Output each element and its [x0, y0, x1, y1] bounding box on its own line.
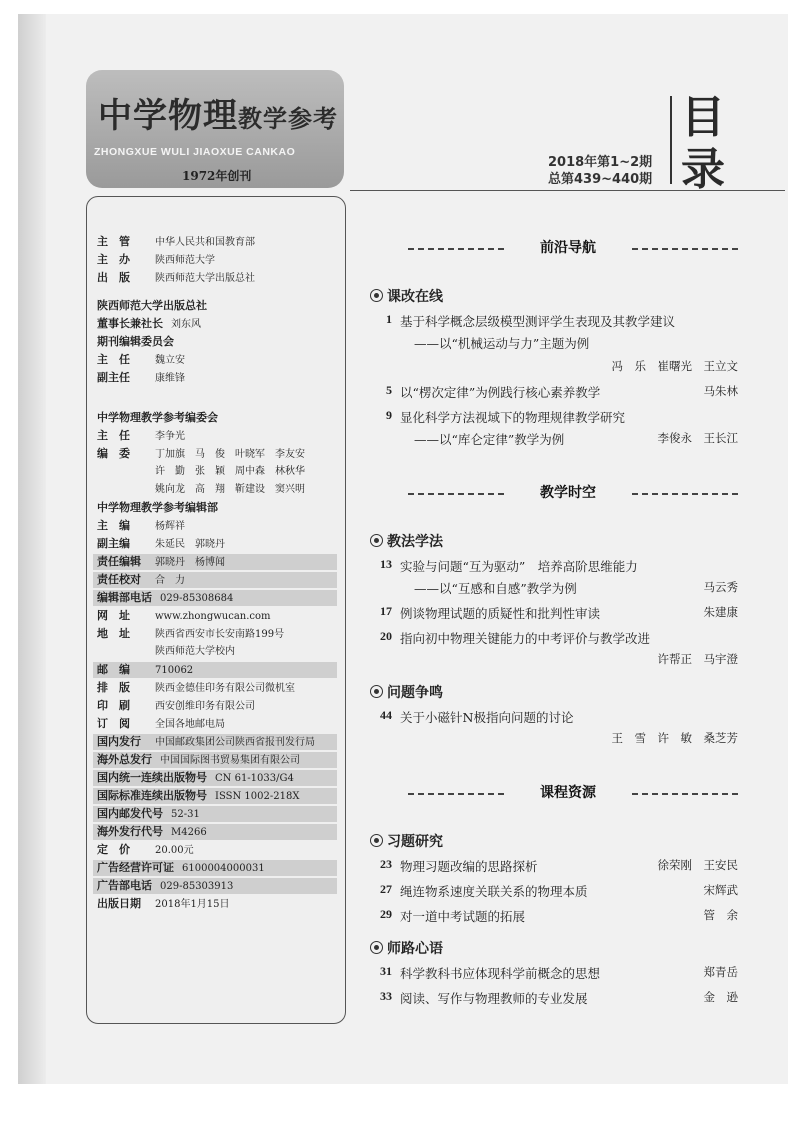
article-authors: 郑青岳 [703, 965, 738, 979]
publisher-row [97, 235, 255, 249]
dept-row [97, 519, 185, 533]
row-value: 20.00元 [155, 845, 194, 856]
article-title: 实验与问题“互为驱动” 培养高阶思维能力 [400, 559, 638, 574]
article-page: 33 [380, 989, 392, 1003]
row-label: 编辑部电话 [97, 591, 152, 604]
row-label: 出 版 [97, 271, 130, 284]
category-heading [370, 286, 443, 306]
print-row [97, 825, 207, 839]
article-authors: 金 逊 [703, 990, 738, 1004]
article-title: 关于小磁针N极指向问题的讨论 [400, 710, 574, 725]
article-page: 29 [380, 907, 392, 921]
row-value: CN 61-1033/G4 [215, 773, 294, 784]
logo-sub-text: 教学参考 [238, 105, 338, 133]
banner-rule-right [632, 493, 738, 495]
print-row [97, 735, 315, 749]
print-row [97, 807, 200, 821]
publisher-row [97, 253, 215, 267]
issue-number: 2018年第1~2期 [548, 155, 653, 170]
print-row [97, 753, 300, 767]
dept-row [97, 609, 271, 623]
article-page: 5 [386, 383, 392, 397]
article-page: 31 [380, 964, 392, 978]
print-row [97, 897, 230, 911]
article-title: 以“楞次定律”为例践行核心素养教学 [400, 385, 601, 400]
article-subtitle: ——以“互感和自感”教学为例 [414, 581, 577, 596]
masthead-box [86, 196, 346, 1024]
row-label: 主 编 [97, 519, 130, 532]
row-value: 全国各地邮电局 [155, 719, 225, 730]
row-value: 710062 [155, 665, 194, 676]
chairman-row [97, 317, 201, 331]
row-label: 印 刷 [97, 699, 130, 712]
row-value: 杨辉祥 [155, 521, 185, 532]
banner-rule-left [408, 793, 504, 795]
committee-row [97, 371, 185, 385]
print-row [97, 771, 294, 785]
row-value: 陕西金德佳印务有限公司微机室 [155, 683, 295, 694]
article-page: 13 [380, 557, 392, 571]
press-heading: 陕西师范大学出版总社 [97, 299, 207, 312]
article-title: 基于科学概念层级模型测评学生表现及其教学建议 [400, 314, 676, 329]
row-label: 海外总发行 [97, 753, 152, 766]
row-label: 主 管 [97, 235, 130, 248]
category-heading [370, 831, 443, 851]
row-value: 52-31 [171, 809, 200, 820]
row-label: 副主任 [97, 371, 130, 384]
category-name: 师路心语 [387, 941, 443, 957]
print-row [97, 789, 299, 803]
article-title: 阅读、写作与物理教师的专业发展 [400, 991, 588, 1006]
row-value: M4266 [171, 827, 207, 838]
row-label: 广告部电话 [97, 879, 152, 892]
committee-row [97, 353, 185, 367]
dept-heading: 中学物理教学参考编辑部 [97, 501, 218, 514]
row-label: 网 址 [97, 609, 130, 622]
row-label: 国内统一连续出版物号 [97, 771, 207, 784]
row-label: 订 阅 [97, 717, 130, 730]
row-value: ISSN 1002-218X [215, 791, 300, 802]
row-value: 西安创维印务有限公司 [155, 701, 255, 712]
row-label: 地 址 [97, 627, 130, 640]
row-label: 国际标准连续出版物号 [97, 789, 207, 802]
logo-main-text: 中学物理 [98, 96, 238, 136]
bullet-icon [370, 289, 383, 302]
header-rule [350, 190, 785, 191]
row-label: 广告经营许可证 [97, 861, 174, 874]
row-value: 029-85303913 [160, 881, 234, 892]
print-row [97, 681, 295, 695]
article-authors: 朱建康 [703, 605, 738, 619]
dept-row [97, 591, 233, 605]
dept-row [97, 555, 225, 569]
article-authors: 管 余 [703, 908, 738, 922]
logo-title [98, 88, 338, 137]
category-heading [370, 938, 443, 958]
toc-title: 目录 [681, 92, 725, 195]
article-page: 17 [380, 604, 392, 618]
article-authors: 徐荣刚 王安民 [657, 858, 738, 872]
section-banner [408, 240, 738, 256]
print-row [97, 699, 255, 713]
bullet-icon [370, 685, 383, 698]
publisher-row [97, 271, 255, 285]
logo-pinyin: ZHONGXUE WULI JIAOXUE CANKAO [94, 146, 296, 158]
article-authors: 宋辉武 [703, 883, 738, 897]
article-subtitle: ——以“库仑定律”教学为例 [414, 432, 565, 447]
article-authors: 许帮正 马宇澄 [657, 652, 738, 666]
category-heading [370, 531, 443, 551]
row-label: 邮 编 [97, 663, 130, 676]
row-label: 海外发行代号 [97, 825, 163, 838]
banner-label: 前沿导航 [508, 237, 628, 257]
address-line: 陕西师范大学校内 [155, 646, 235, 657]
row-value: 中国国际图书贸易集团有限公司 [160, 755, 300, 766]
section-banner [408, 785, 738, 801]
article-page: 23 [380, 857, 392, 871]
bullet-icon [370, 941, 383, 954]
row-value: 朱延民 郭晓丹 [155, 539, 225, 550]
category-name: 教法学法 [387, 534, 443, 550]
article-authors: 冯 乐 崔曙光 王立文 [611, 359, 738, 373]
row-value: 6100004000031 [182, 863, 265, 874]
row-value: 李争光 [155, 431, 185, 442]
row-label: 主 任 [97, 429, 130, 442]
dept-row [97, 627, 284, 641]
row-value: 刘东风 [171, 319, 201, 330]
row-label: 排 版 [97, 681, 130, 694]
row-label: 主 任 [97, 353, 130, 366]
print-row [97, 717, 225, 731]
print-row [97, 843, 194, 857]
board-members-row [97, 447, 305, 461]
row-label: 主 办 [97, 253, 130, 266]
row-label: 责任校对 [97, 573, 141, 586]
row-value: 魏立安 [155, 355, 185, 366]
board-members-line: 姚向龙 高 翔 靳建设 窦兴明 [155, 484, 305, 495]
row-value: 康维锋 [155, 373, 185, 384]
row-label: 国内邮发代号 [97, 807, 163, 820]
article-title: 指向初中物理关键能力的中考评价与教学改进 [400, 631, 651, 646]
dept-row [97, 573, 185, 587]
category-heading [370, 682, 443, 702]
article-page: 9 [386, 408, 392, 422]
row-label: 出版日期 [97, 897, 141, 910]
issue-total-number: 总第439~440期 [548, 172, 653, 187]
article-title: 绳连物系速度关联关系的物理本质 [400, 884, 588, 899]
article-page: 27 [380, 882, 392, 896]
committee-heading: 期刊编辑委员会 [97, 335, 174, 348]
row-label: 副主编 [97, 537, 130, 550]
banner-rule-right [632, 793, 738, 795]
journal-logo [86, 70, 344, 188]
row-label: 国内发行 [97, 735, 141, 748]
row-value: 郭晓丹 杨博闻 [155, 557, 225, 568]
category-name: 课改在线 [387, 289, 443, 305]
row-label: 责任编辑 [97, 555, 141, 568]
row-value: 中华人民共和国教育部 [155, 237, 255, 248]
row-value: 陕西师范大学出版总社 [155, 273, 255, 284]
banner-rule-right [632, 248, 738, 250]
row-value: 陕西师范大学 [155, 255, 215, 266]
row-value: 2018年1月15日 [155, 899, 230, 910]
board-heading: 中学物理教学参考编委会 [97, 411, 218, 424]
category-name: 问题争鸣 [387, 685, 443, 701]
article-authors: 马朱林 [703, 384, 738, 398]
banner-rule-left [408, 248, 504, 250]
category-name: 习题研究 [387, 834, 443, 850]
board-director-row [97, 429, 185, 443]
article-title: 对一道中考试题的拓展 [400, 909, 526, 924]
row-value: 合 力 [155, 575, 185, 586]
article-title: 显化科学方法视域下的物理规律教学研究 [400, 410, 626, 425]
print-row [97, 879, 233, 893]
row-label: 定 价 [97, 843, 130, 856]
article-page: 44 [380, 708, 392, 722]
dept-row [97, 537, 225, 551]
banner-rule-left [408, 493, 504, 495]
print-row [97, 861, 265, 875]
row-label: 董事长兼社长 [97, 317, 163, 330]
page-spine-shadow [18, 14, 46, 1084]
article-authors: 李俊永 王长江 [657, 431, 738, 445]
article-title: 例谈物理试题的质疑性和批判性审读 [400, 606, 601, 621]
article-authors: 马云秀 [703, 580, 738, 594]
row-value: 丁加旗 马 俊 叶晓军 李友安 [155, 449, 305, 460]
row-value: 中国邮政集团公司陕西省报刊发行局 [155, 737, 315, 748]
row-value: 陕西省西安市长安南路199号 [155, 629, 285, 640]
banner-label: 课程资源 [508, 782, 628, 802]
row-value: www.zhongwucan.com [155, 611, 271, 622]
row-label: 编 委 [97, 447, 130, 460]
section-banner [408, 485, 738, 501]
print-row [97, 663, 193, 677]
row-value: 029-85308684 [160, 593, 234, 604]
banner-label: 教学时空 [508, 482, 628, 502]
article-page: 20 [380, 629, 392, 643]
article-subtitle: ——以“机械运动与力”主题为例 [414, 336, 590, 351]
toc-title-divider [670, 96, 672, 184]
board-members-line: 许 勤 张 颖 周中森 林秋华 [155, 466, 305, 477]
article-authors: 王 雪 许 敏 桑芝芳 [611, 731, 738, 745]
article-title: 物理习题改编的思路探析 [400, 859, 538, 874]
article-title: 科学教科书应体现科学前概念的思想 [400, 966, 601, 981]
founded-year: 1972年创刊 [182, 169, 252, 183]
bullet-icon [370, 534, 383, 547]
bullet-icon [370, 834, 383, 847]
article-page: 1 [386, 312, 392, 326]
